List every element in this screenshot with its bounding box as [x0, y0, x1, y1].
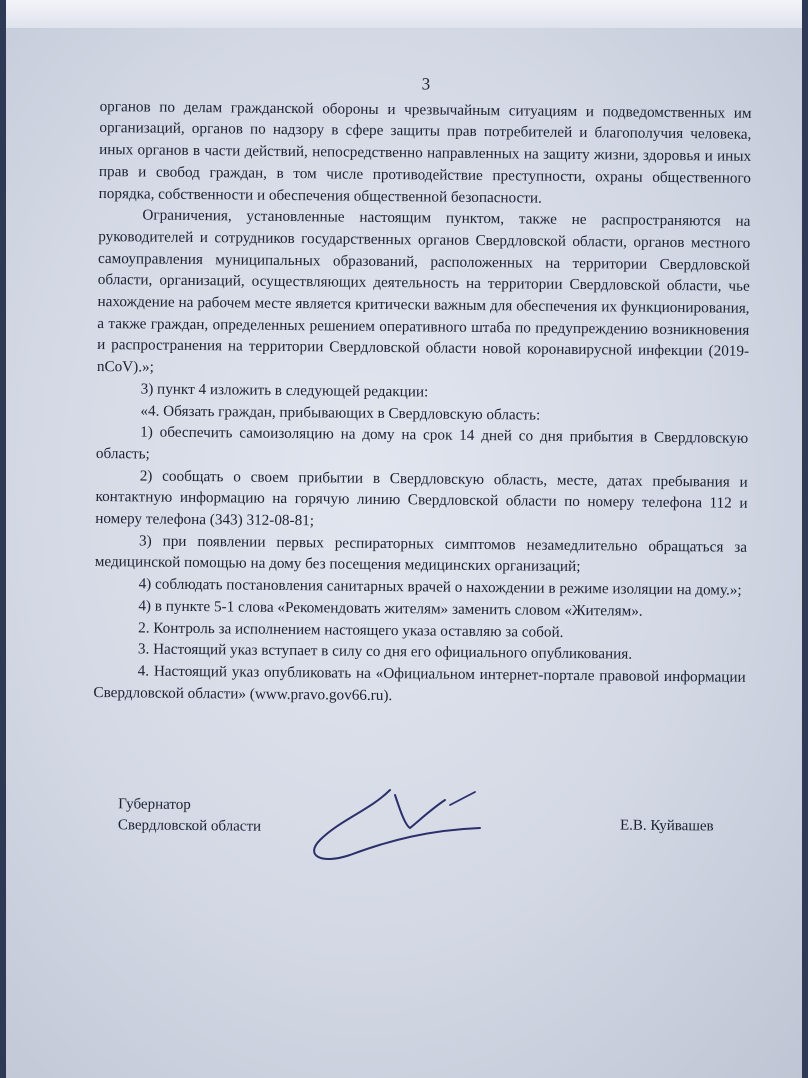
paragraph: 4) соблюдать постановления санитарных врачей о нахождении в режиме изоляции на дому.»; [138, 575, 742, 599]
paragraph: 3) при появлении первых респираторных симптомов незамедлительно обращаться за медицинской помощью на дому без посещения медицинских организаций; [94, 532, 748, 576]
paragraph: 2) сообщать о своем прибытии в Свердловскую область, месте, датах пребывания и контактную информацию на горячую линию Свердловской области по номеру телефона 112 и номеру телефона (343) 312-08-81; [95, 467, 748, 530]
paragraph: 2. Контроль за исполнением настоящего указа оставляю за собой. [138, 619, 564, 641]
paragraph: 4. Настоящий указ опубликовать на «Официальном интернет-портале правовой информации Свердловской области» (www.pravo.gov66.ru). [93, 662, 746, 704]
paragraph: «4. Обязать граждан, прибывающих в Свердловскую область: [140, 401, 541, 424]
paragraph: Ограничения, установленные настоящим пунктом, также не распространяются на руководителей и сотрудников государственных органов Свердловской области, органов местного самоуправления муниципальных образований, расположенных на территории Свердловской области, организаций, осуществляющих деятельность на территории Свердловской области, чье нахождение на рабочем месте является критически важным для обеспечения их функционирования, а также граждан, определенных решением оперативного штаба по предупреждению возникновения и распространения на территории Свердловской области новой коронавирусной инфекции (2019-nCoV).»; [96, 206, 751, 376]
paragraph: 1) обеспечить самоизоляцию на дому на срок 14 дней со дня прибытия в Свердловскую область; [95, 423, 749, 463]
page-fold [6, 0, 802, 28]
page-number: 3 [421, 74, 431, 94]
handwritten-signature [300, 770, 500, 870]
signatory-title [118, 794, 262, 837]
document-body [93, 70, 752, 710]
paragraph: 3. Настоящий указ вступает в силу со дня его официального опубликования. [137, 640, 633, 663]
signatory-title-line1: Губернатор [118, 796, 191, 814]
paragraph: 4) в пункте 5-1 слова «Рекомендовать жителям» заменить словом «Жителям». [138, 597, 643, 620]
signatory-name: Е.В. Куйвашев [619, 817, 714, 835]
signatory-title-line2: Свердловской области [117, 817, 262, 835]
paragraph: 3) пункт 4 изложить в следующей редакции: [140, 380, 429, 401]
paragraph: органов по делам гражданской обороны и чрезвычайным ситуациям и подведомственных им организаций, органов по надзору в сфере защиты прав потребителей и благополучия человека, иных органов в части действий, непосредственно направленных на защиту жизни, здоровья и иных прав и свобод граждан, в том числе противодействие преступности, охраны общественного порядка, собственности и обеспечения общественной безопасности. [98, 97, 752, 207]
